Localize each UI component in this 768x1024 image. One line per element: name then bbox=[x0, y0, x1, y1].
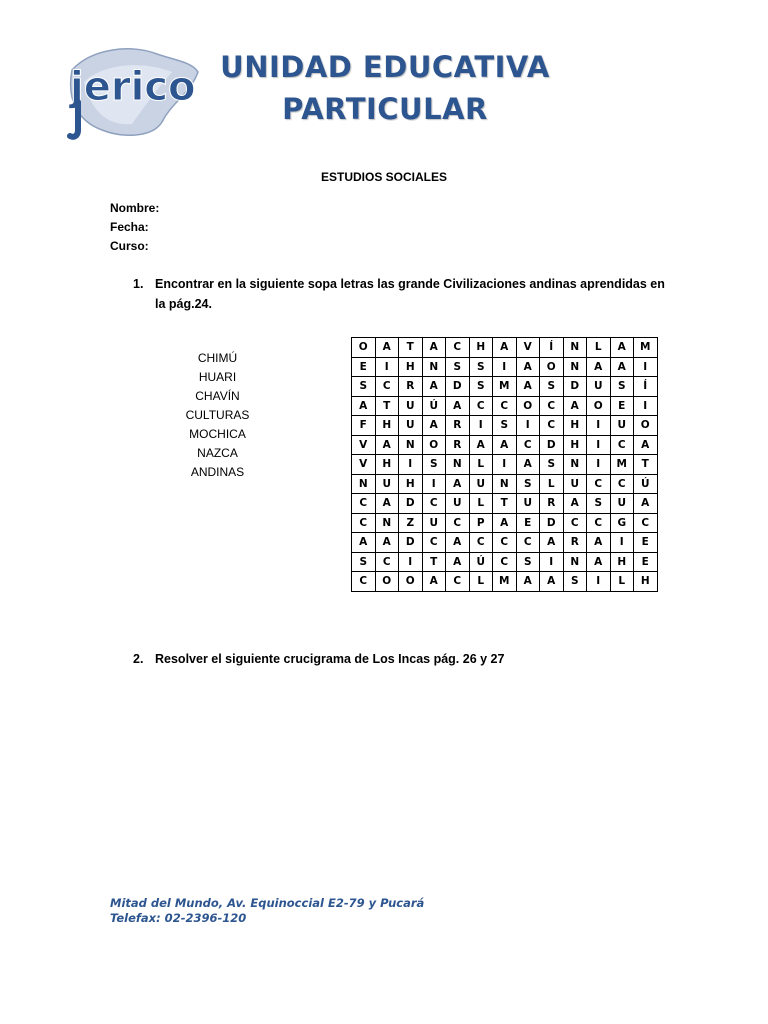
grid-cell: N bbox=[563, 455, 587, 475]
word-list-item: ANDINAS bbox=[190, 465, 245, 479]
grid-cell: D bbox=[540, 435, 564, 455]
grid-cell: A bbox=[469, 435, 493, 455]
grid-cell: D bbox=[399, 533, 423, 553]
grid-cell: C bbox=[516, 533, 540, 553]
grid-cell: S bbox=[516, 474, 540, 494]
grid-cell: A bbox=[587, 552, 611, 572]
grid-cell: A bbox=[446, 396, 470, 416]
word-list bbox=[170, 349, 265, 482]
grid-row bbox=[352, 377, 658, 397]
grid-cell: N bbox=[352, 474, 376, 494]
word-list-item: HUARI bbox=[198, 370, 237, 384]
grid-row bbox=[352, 416, 658, 436]
grid-cell: A bbox=[446, 552, 470, 572]
grid-cell: A bbox=[563, 494, 587, 514]
grid-cell: T bbox=[634, 455, 658, 475]
grid-row bbox=[352, 513, 658, 533]
grid-cell: C bbox=[610, 474, 634, 494]
grid-cell: Z bbox=[399, 513, 423, 533]
grid-cell: N bbox=[422, 357, 446, 377]
footer-address: Mitad del Mundo, Av. Equinoccial E2-79 y Pucará bbox=[110, 896, 425, 910]
grid-cell: S bbox=[540, 455, 564, 475]
grid-cell: A bbox=[422, 572, 446, 592]
grid-cell: C bbox=[375, 552, 399, 572]
footer-phone: Telefax: 02-2396-120 bbox=[110, 911, 247, 925]
grid-cell: H bbox=[399, 474, 423, 494]
grid-cell: H bbox=[563, 416, 587, 436]
grid-cell: I bbox=[634, 357, 658, 377]
grid-cell: E bbox=[634, 533, 658, 553]
grid-cell: O bbox=[375, 572, 399, 592]
date-label: Fecha: bbox=[110, 220, 149, 234]
grid-cell: N bbox=[399, 435, 423, 455]
grid-cell: C bbox=[563, 513, 587, 533]
grid-cell: C bbox=[587, 474, 611, 494]
grid-cell: C bbox=[422, 533, 446, 553]
grid-cell: A bbox=[516, 357, 540, 377]
grid-cell: M bbox=[493, 572, 517, 592]
grid-cell: R bbox=[563, 533, 587, 553]
grid-cell: I bbox=[493, 357, 517, 377]
grid-cell: E bbox=[352, 357, 376, 377]
grid-cell: I bbox=[540, 552, 564, 572]
grid-cell: S bbox=[493, 416, 517, 436]
grid-cell: U bbox=[587, 377, 611, 397]
grid-cell: A bbox=[634, 435, 658, 455]
grid-cell: C bbox=[540, 396, 564, 416]
grid-cell: C bbox=[587, 513, 611, 533]
grid-row bbox=[352, 474, 658, 494]
word-list-item: NAZCA bbox=[197, 446, 238, 460]
grid-cell: S bbox=[422, 455, 446, 475]
grid-cell: F bbox=[352, 416, 376, 436]
grid-cell: C bbox=[352, 494, 376, 514]
grid-cell: D bbox=[540, 513, 564, 533]
grid-cell: N bbox=[446, 455, 470, 475]
grid-cell: D bbox=[446, 377, 470, 397]
grid-cell: R bbox=[446, 435, 470, 455]
grid-row bbox=[352, 572, 658, 592]
grid-cell: L bbox=[469, 494, 493, 514]
grid-cell: R bbox=[399, 377, 423, 397]
grid-cell: L bbox=[469, 455, 493, 475]
grid-cell: U bbox=[610, 416, 634, 436]
grid-cell: U bbox=[446, 494, 470, 514]
grid-cell: A bbox=[587, 533, 611, 553]
grid-cell: I bbox=[399, 455, 423, 475]
grid-row bbox=[352, 455, 658, 475]
grid-row bbox=[352, 494, 658, 514]
grid-cell: C bbox=[516, 435, 540, 455]
grid-cell: S bbox=[610, 377, 634, 397]
grid-cell: H bbox=[375, 416, 399, 436]
grid-cell: A bbox=[587, 357, 611, 377]
grid-cell: A bbox=[375, 338, 399, 358]
grid-cell: A bbox=[634, 494, 658, 514]
grid-cell: I bbox=[587, 416, 611, 436]
grid-cell: H bbox=[610, 552, 634, 572]
grid-cell: U bbox=[563, 474, 587, 494]
course-label: Curso: bbox=[110, 239, 149, 253]
grid-cell: A bbox=[540, 533, 564, 553]
instruction-number: 2. bbox=[133, 652, 144, 666]
grid-cell: A bbox=[422, 416, 446, 436]
grid-cell: R bbox=[446, 416, 470, 436]
grid-cell: A bbox=[610, 338, 634, 358]
grid-cell: S bbox=[352, 552, 376, 572]
svg-text:jerico: jerico bbox=[70, 64, 196, 110]
grid-cell: A bbox=[352, 533, 376, 553]
grid-cell: V bbox=[352, 455, 376, 475]
grid-cell: L bbox=[540, 474, 564, 494]
grid-cell: N bbox=[563, 338, 587, 358]
grid-cell: A bbox=[610, 357, 634, 377]
student-fields bbox=[110, 199, 159, 256]
grid-cell: A bbox=[375, 494, 399, 514]
school-title-line1: UNIDAD EDUCATIVA bbox=[220, 50, 550, 84]
grid-cell: I bbox=[399, 552, 423, 572]
grid-cell: S bbox=[516, 552, 540, 572]
grid-cell: O bbox=[587, 396, 611, 416]
instruction-2 bbox=[133, 649, 673, 669]
grid-cell: Ú bbox=[422, 396, 446, 416]
grid-cell: A bbox=[493, 435, 517, 455]
grid-cell: C bbox=[634, 513, 658, 533]
grid-cell: D bbox=[563, 377, 587, 397]
subject-heading: ESTUDIOS SOCIALES bbox=[320, 170, 448, 184]
grid-cell: H bbox=[469, 338, 493, 358]
grid-cell: U bbox=[399, 396, 423, 416]
grid-row bbox=[352, 338, 658, 358]
grid-cell: Í bbox=[540, 338, 564, 358]
grid-cell: S bbox=[446, 357, 470, 377]
grid-cell: A bbox=[540, 572, 564, 592]
grid-cell: I bbox=[587, 435, 611, 455]
grid-cell: G bbox=[610, 513, 634, 533]
grid-cell: A bbox=[446, 474, 470, 494]
grid-cell: Ú bbox=[634, 474, 658, 494]
word-list-item: CULTURAS bbox=[185, 408, 250, 422]
grid-cell: E bbox=[516, 513, 540, 533]
grid-cell: A bbox=[516, 455, 540, 475]
grid-cell: A bbox=[493, 338, 517, 358]
grid-cell: C bbox=[469, 533, 493, 553]
grid-cell: U bbox=[469, 474, 493, 494]
grid-cell: H bbox=[375, 455, 399, 475]
grid-cell: N bbox=[563, 357, 587, 377]
grid-cell: A bbox=[516, 377, 540, 397]
grid-cell: C bbox=[422, 494, 446, 514]
grid-cell: E bbox=[610, 396, 634, 416]
grid-cell: I bbox=[587, 455, 611, 475]
grid-cell: R bbox=[540, 494, 564, 514]
grid-cell: V bbox=[516, 338, 540, 358]
grid-cell: C bbox=[375, 377, 399, 397]
grid-cell: E bbox=[634, 552, 658, 572]
grid-cell: C bbox=[493, 396, 517, 416]
grid-cell: C bbox=[469, 396, 493, 416]
grid-cell: T bbox=[399, 338, 423, 358]
grid-cell: C bbox=[446, 513, 470, 533]
grid-cell: N bbox=[493, 474, 517, 494]
grid-cell: Ú bbox=[469, 552, 493, 572]
grid-row bbox=[352, 533, 658, 553]
instruction-text: Resolver el siguiente crucigrama de Los Incas pág. 26 y 27 bbox=[155, 652, 505, 666]
grid-cell: U bbox=[516, 494, 540, 514]
school-title-line2: PARTICULAR bbox=[282, 92, 488, 126]
grid-cell: S bbox=[563, 572, 587, 592]
grid-cell: M bbox=[493, 377, 517, 397]
grid-cell: A bbox=[446, 533, 470, 553]
grid-cell: O bbox=[399, 572, 423, 592]
grid-cell: A bbox=[493, 513, 517, 533]
grid-cell: I bbox=[516, 416, 540, 436]
grid-cell: U bbox=[375, 474, 399, 494]
grid-cell: A bbox=[422, 338, 446, 358]
grid-cell: C bbox=[352, 513, 376, 533]
grid-cell: L bbox=[587, 338, 611, 358]
word-search-grid bbox=[351, 337, 658, 592]
grid-cell: O bbox=[516, 396, 540, 416]
grid-cell: C bbox=[446, 338, 470, 358]
grid-cell: Í bbox=[634, 377, 658, 397]
grid-cell: N bbox=[375, 513, 399, 533]
grid-cell: T bbox=[422, 552, 446, 572]
grid-cell: H bbox=[563, 435, 587, 455]
grid-cell: L bbox=[610, 572, 634, 592]
grid-cell: M bbox=[634, 338, 658, 358]
word-list-item: MOCHICA bbox=[189, 427, 246, 441]
grid-cell: I bbox=[375, 357, 399, 377]
grid-cell: U bbox=[422, 513, 446, 533]
grid-cell: N bbox=[563, 552, 587, 572]
grid-cell: L bbox=[469, 572, 493, 592]
grid-cell: A bbox=[375, 533, 399, 553]
grid-cell: T bbox=[493, 494, 517, 514]
grid-cell: S bbox=[352, 377, 376, 397]
instruction-number: 1. bbox=[133, 277, 144, 291]
grid-cell: I bbox=[610, 533, 634, 553]
grid-cell: P bbox=[469, 513, 493, 533]
grid-cell: C bbox=[493, 533, 517, 553]
grid-cell: I bbox=[493, 455, 517, 475]
grid-row bbox=[352, 396, 658, 416]
grid-cell: A bbox=[422, 377, 446, 397]
grid-cell: I bbox=[422, 474, 446, 494]
grid-cell: C bbox=[446, 572, 470, 592]
grid-cell: V bbox=[352, 435, 376, 455]
grid-cell: D bbox=[399, 494, 423, 514]
grid-cell: C bbox=[610, 435, 634, 455]
grid-cell: I bbox=[634, 396, 658, 416]
instruction-1 bbox=[133, 274, 673, 314]
grid-cell: I bbox=[587, 572, 611, 592]
school-title bbox=[170, 46, 600, 130]
word-list-item: CHIMÚ bbox=[197, 351, 238, 365]
grid-cell: S bbox=[540, 377, 564, 397]
name-label: Nombre: bbox=[110, 201, 160, 215]
grid-cell: A bbox=[563, 396, 587, 416]
grid-cell: S bbox=[469, 357, 493, 377]
instruction-text: Encontrar en la siguiente sopa letras las grande Civilizaciones andinas aprendidas en la pág.24. bbox=[155, 277, 665, 311]
grid-cell: M bbox=[610, 455, 634, 475]
word-search-table bbox=[351, 337, 658, 592]
grid-cell: A bbox=[516, 572, 540, 592]
grid-row bbox=[352, 357, 658, 377]
grid-cell: O bbox=[422, 435, 446, 455]
grid-cell: U bbox=[399, 416, 423, 436]
grid-cell: H bbox=[634, 572, 658, 592]
grid-cell: O bbox=[634, 416, 658, 436]
word-list-item: CHAVÍN bbox=[195, 389, 240, 403]
grid-cell: T bbox=[375, 396, 399, 416]
grid-cell: S bbox=[469, 377, 493, 397]
grid-cell: U bbox=[610, 494, 634, 514]
grid-row bbox=[352, 435, 658, 455]
grid-cell: H bbox=[399, 357, 423, 377]
grid-cell: C bbox=[352, 572, 376, 592]
grid-cell: A bbox=[352, 396, 376, 416]
grid-cell: O bbox=[540, 357, 564, 377]
grid-row bbox=[352, 552, 658, 572]
grid-cell: S bbox=[587, 494, 611, 514]
grid-cell: C bbox=[493, 552, 517, 572]
grid-cell: C bbox=[540, 416, 564, 436]
grid-cell: I bbox=[469, 416, 493, 436]
grid-cell: A bbox=[375, 435, 399, 455]
footer bbox=[110, 896, 424, 926]
grid-cell: O bbox=[352, 338, 376, 358]
